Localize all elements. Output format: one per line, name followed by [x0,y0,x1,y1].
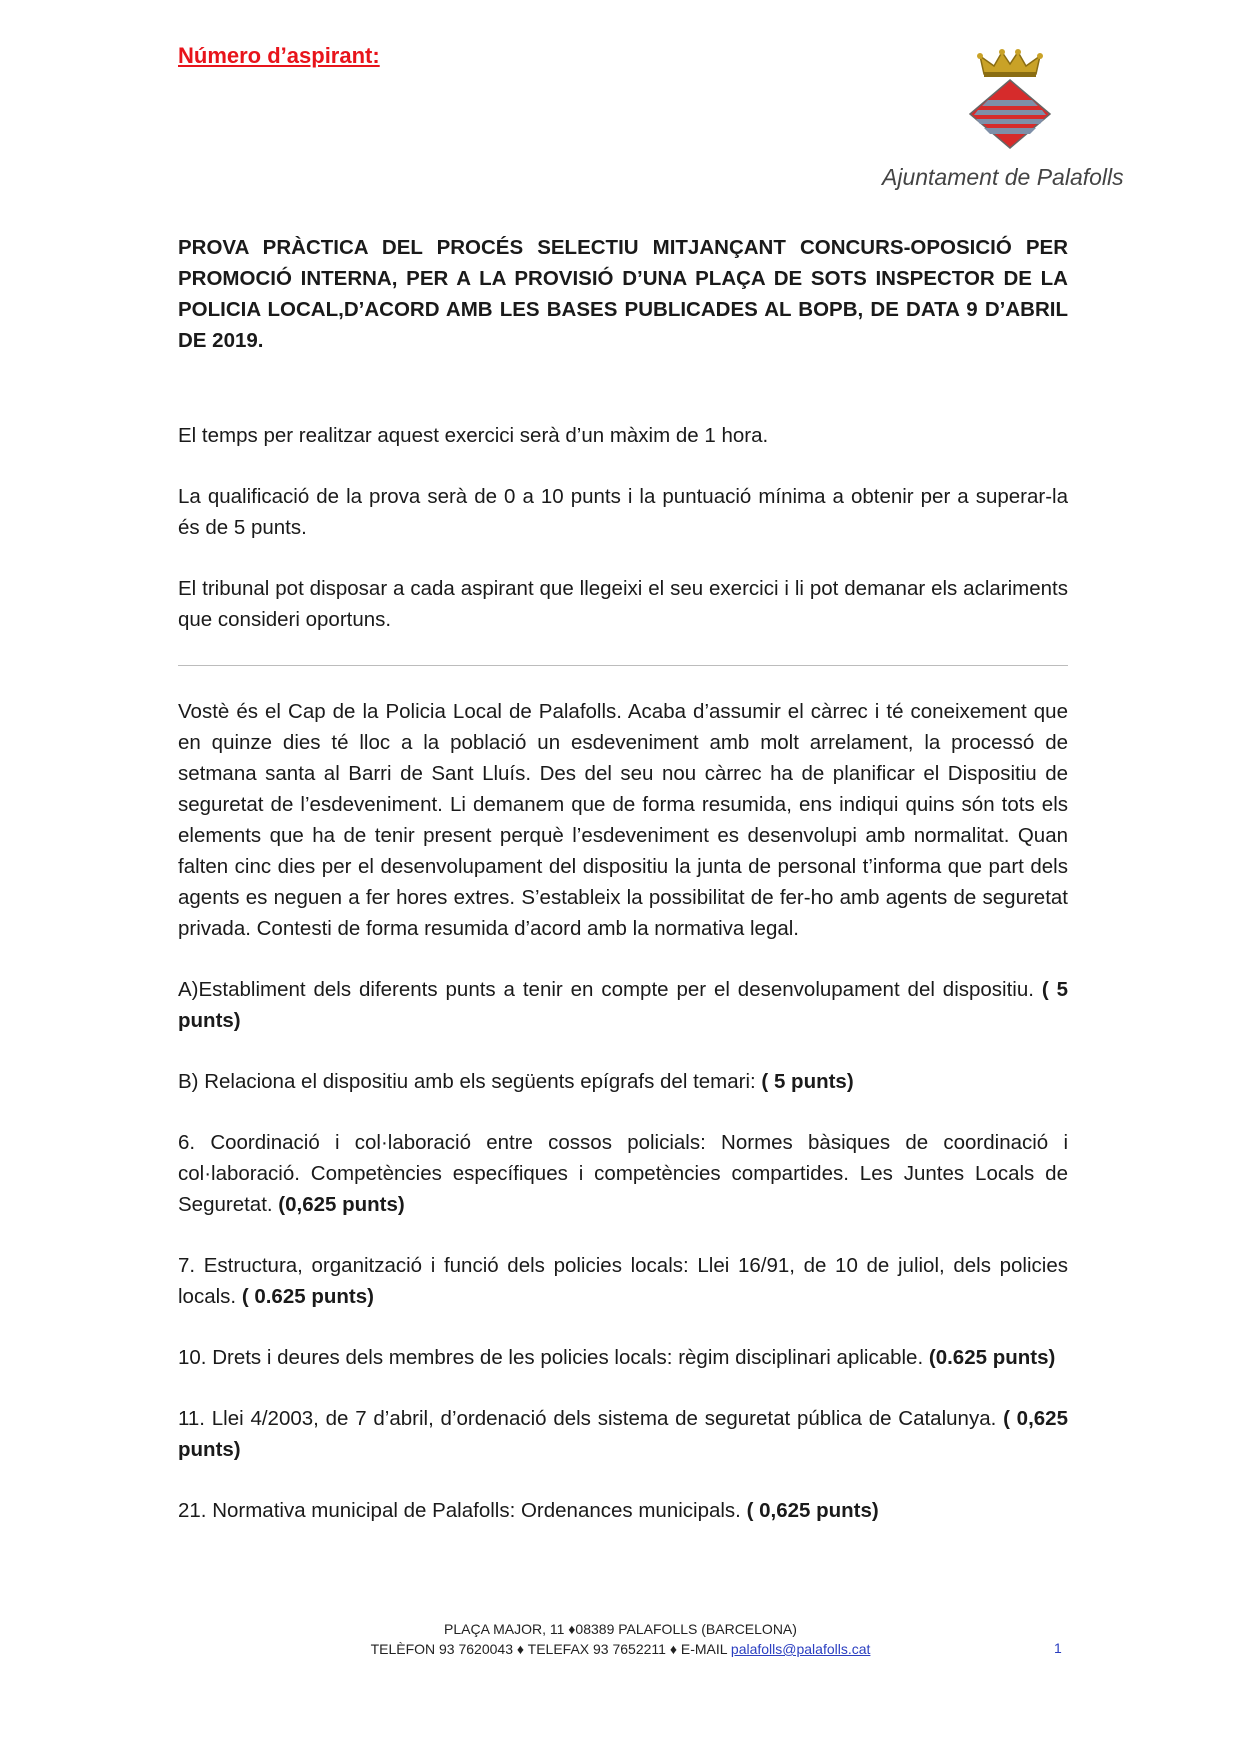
topic-text: 11. Llei 4/2003, de 7 d’abril, d’ordenació dels sistema de seguretat pública de Catalunya. [178,1407,997,1430]
topic-points: (0,625 punts) [278,1193,405,1216]
instruction-tribunal: El tribunal pot disposar a cada aspirant que llegeixi el seu exercici i li pot demanar els aclariments que consideri oportuns. [178,577,1068,631]
main-content [178,232,1068,1526]
document-title: PROVA PRÀCTICA DEL PROCÉS SELECTIU MITJANÇANT CONCURS-OPOSICIÓ PER PROMOCIÓ INTERNA, PER A LA PROVISIÓ D’UNA PLAÇA DE SOTS INSPECTOR DE LA POLICIA LOCAL,D’ACORD AMB LES BASES PUBLICADES AL BOPB, DE DATA 9 D’ABRIL DE 2019. [178,236,1068,352]
topic-text: 7. Estructura, organització i funció dels policies locals: Llei 16/91, de 10 de juliol, dels policies locals. [178,1254,1068,1308]
question-a-points: ( 5 punts) [178,978,1068,1032]
logo-text: Ajuntament de Palafolls [882,164,1124,190]
question-a-text: A)Establiment dels diferents punts a tenir en compte per el desenvolupament del dispositiu. [178,978,1034,1001]
topic-text: 6. Coordinació i col·laboració entre cossos policials: Normes bàsiques de coordinació i col·laboració. Competències específiques i competències compartides. Les Juntes Locals de Seguretat. [178,1131,1068,1216]
topic-item [178,1495,1068,1526]
topic-item [178,1127,1068,1220]
topic-text: 10. Drets i deures dels membres de les policies locals: règim disciplinari aplicable. [178,1346,924,1369]
question-b [178,1066,1068,1097]
topic-item [178,1342,1068,1373]
footer-address: PLAÇA MAJOR, 11 ♦08389 PALAFOLLS (BARCELONA) [444,1621,797,1637]
question-a [178,974,1068,1036]
footer-contact: TELÈFON 93 7620043 ♦ TELEFAX 93 7652211 ♦ E-MAIL [370,1641,728,1657]
topic-item [178,1403,1068,1465]
instruction-time: El temps per realitzar aquest exercici serà d’un màxim de 1 hora. [178,424,769,447]
topic-points: ( 0,625 punts) [178,1407,1068,1461]
page-number: 1 [1054,1640,1062,1656]
case-statement: Vostè és el Cap de la Policia Local de Palafolls. Acaba d’assumir el càrrec i té coneixement que en quinze dies té lloc a la població un esdeveniment amb molt arrelament, la processó de setmana santa al Barri de Sant Lluís. Des del seu nou càrrec ha de planificar el Dispositiu de seguretat de l’esdeveniment. Li demanem que de forma resumida, ens indiqui quins són tots els elements que ha de tenir present perquè l’esdeveniment es desenvolupi amb normalitat. Quan falten cinc dies per el desenvolupament del dispositiu la junta de personal t’informa que part dels agents es neguen a fer hores extres. S’estableix la possibilitat de fer-ho amb agents de seguretat privada. Contesti de forma resumida d’acord amb la normativa legal. [178,700,1068,940]
question-b-text: B) Relaciona el dispositiu amb els següents epígrafs del temari: [178,1070,756,1093]
instruction-qualification: La qualificació de la prova serà de 0 a 10 punts i la puntuació mínima a obtenir per a superar-la és de 5 punts. [178,485,1068,539]
municipal-logo [870,48,1150,198]
topic-points: ( 0,625 punts) [746,1499,879,1522]
footer-email-link[interactable]: palafolls@palafolls.cat [730,1641,871,1657]
coat-of-arms-icon [958,48,1062,160]
topic-item [178,1250,1068,1312]
topic-points: (0.625 punts) [928,1346,1056,1369]
section-divider [178,665,1068,666]
topic-points: ( 0.625 punts) [241,1285,374,1308]
topic-text: 21. Normativa municipal de Palafolls: Ordenances municipals. [178,1499,741,1522]
question-b-points: ( 5 punts) [761,1070,854,1093]
aspirant-number-label: Número d’aspirant: [178,43,380,68]
